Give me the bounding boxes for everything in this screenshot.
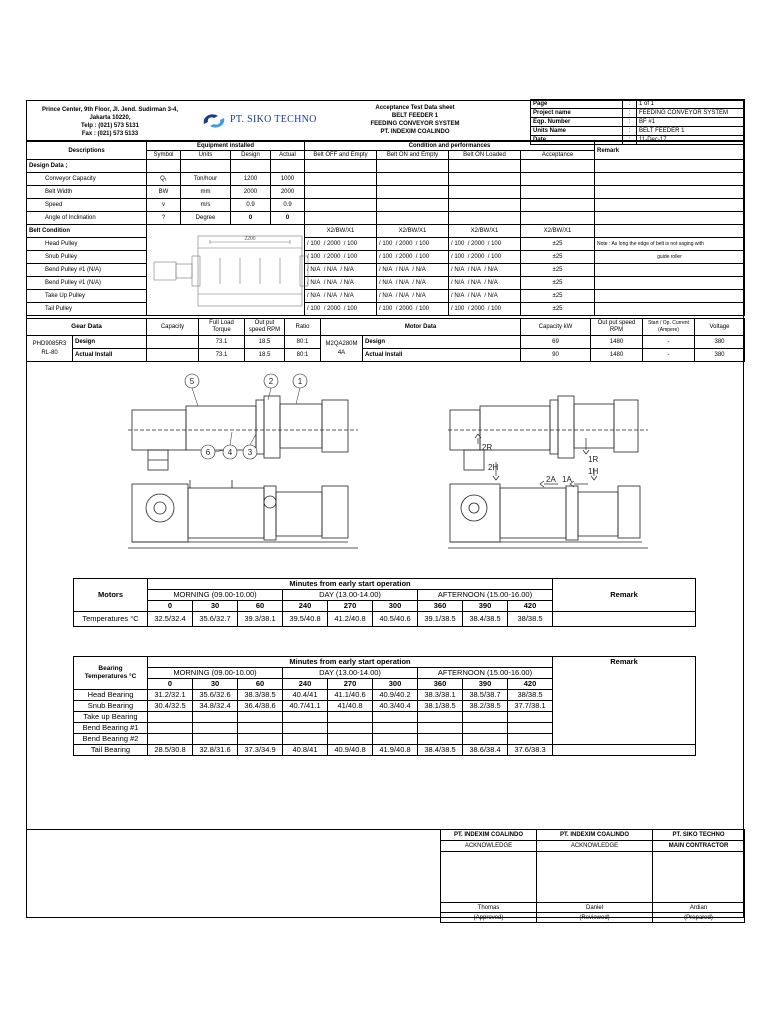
motor-current: -: [643, 349, 695, 362]
motor-voltage: 380: [695, 336, 745, 349]
pulley-values: / N/A / N/A / N/A: [377, 264, 449, 277]
bearing-value: 38/38.5: [508, 690, 553, 701]
pulley-values: / 100 / 2000 / 100: [449, 303, 521, 316]
info-value: BF #1: [637, 118, 745, 127]
bearing-value: [148, 723, 193, 734]
pulley-values: / 100 / 2000 / 100: [377, 238, 449, 251]
pulley-name: Head Pulley: [27, 238, 147, 251]
signature-company-row: [441, 830, 745, 841]
design-units: Ton/hour: [181, 173, 231, 186]
minute-header: 360: [418, 601, 463, 612]
pulley-row: [27, 290, 745, 303]
bearing-value: [373, 734, 418, 745]
bearing-value: [193, 712, 238, 723]
design-data-label-row: [27, 160, 745, 173]
signature-status: (Approved): [441, 913, 537, 923]
pulley-values: / 100 / 2000 / 100: [305, 303, 377, 316]
pulley-values: / 100 / 2000 / 100: [377, 251, 449, 264]
signature-box: [653, 852, 745, 903]
minute-header: 270: [328, 601, 373, 612]
bearing-name: Snub Bearing: [74, 701, 148, 712]
pulley-name: Take Up Pulley: [27, 290, 147, 303]
minute-header: 420: [508, 601, 553, 612]
signature-role: ACKNOWLEDGE: [537, 841, 653, 852]
bearing-value: [283, 734, 328, 745]
info-label: Project name: [531, 109, 623, 118]
pulley-acceptance: ±25: [521, 290, 595, 303]
bearing-title-row: [74, 657, 696, 668]
bearing-value: [238, 712, 283, 723]
day-period: DAY (13.00-14.00): [283, 668, 418, 679]
pulley-acceptance: ±25: [521, 238, 595, 251]
design-row: [27, 212, 745, 225]
design-units: Degree: [181, 212, 231, 225]
design-value: 2000: [231, 186, 271, 199]
design-desc: Conveyor Capacity: [27, 173, 147, 186]
temp-value: 38.4/38.5: [463, 612, 508, 627]
gear-row-name: Design: [73, 336, 147, 349]
minute-header: 300: [373, 679, 418, 690]
bearing-name: Bend Bearing #2: [74, 734, 148, 745]
actual-value: 1000: [271, 173, 305, 186]
bearing-row: [74, 745, 696, 756]
minutes-title: Minutes from early start operation: [148, 579, 553, 590]
design-symbol: v: [147, 199, 181, 212]
measurement-point: 2H: [488, 463, 499, 472]
minute-header: 0: [148, 601, 193, 612]
remark-header: Remark: [553, 657, 696, 745]
signature-table: [440, 829, 745, 923]
signature-space-row: [441, 852, 745, 903]
gear-row-name: Actual Install: [73, 349, 147, 362]
day-period: DAY (13.00-14.00): [283, 590, 418, 601]
info-value: 11-Dec-17: [637, 136, 745, 145]
minute-header: 30: [193, 601, 238, 612]
belt-cond-header: X2/BW/X1: [521, 225, 595, 238]
title-line: BELT FEEDER 1: [391, 113, 439, 119]
info-value: FEEDING CONVEYOR SYSTEM: [637, 109, 745, 118]
minute-header: 0: [148, 679, 193, 690]
bearing-temperature-table: [73, 656, 696, 756]
bearing-value: 41.1/40.6: [328, 690, 373, 701]
temp-value: 38/38.5: [508, 612, 553, 627]
gear-ratio: 80:1: [285, 349, 321, 362]
bearing-value: [328, 734, 373, 745]
bearing-value: 37.7/38.1: [508, 701, 553, 712]
pulley-values: / N/A / N/A / N/A: [305, 264, 377, 277]
equipment-header: Equipment installed: [147, 142, 305, 151]
gear-torque: 73.1: [199, 336, 245, 349]
gear-ratio: 80:1: [285, 336, 321, 349]
bearing-value: 30.4/32.5: [148, 701, 193, 712]
bearing-label-line: Bearing: [98, 665, 123, 672]
motor-row-name: Actual Install: [363, 349, 521, 362]
callout-number: 6: [205, 448, 211, 457]
bearing-value: 38.5/38.7: [463, 690, 508, 701]
minute-header: 240: [283, 601, 328, 612]
bearing-value: [373, 723, 418, 734]
info-label: Date: [531, 136, 623, 145]
gear-ratio-header: Ratio: [285, 319, 321, 336]
signature-box: [441, 852, 537, 903]
signature-status-row: [441, 913, 745, 923]
bearing-value: 37.3/34.9: [238, 745, 283, 756]
info-row: [531, 109, 745, 118]
gear-model: PHD9085R3 RL-80: [27, 336, 73, 362]
measurement-point: 2R: [482, 443, 493, 452]
bearing-value: 41.9/40.8: [373, 745, 418, 756]
pulley-name: Bend Pulley #1 (N/A): [27, 277, 147, 290]
gear-data-label: Gear Data: [27, 319, 147, 336]
gear-speed: 18.5: [245, 336, 285, 349]
motors-label: Motors: [74, 579, 148, 612]
motor-voltage: 380: [695, 349, 745, 362]
bearing-value: [328, 723, 373, 734]
bearing-value: [463, 723, 508, 734]
minute-header: 300: [373, 601, 418, 612]
signatory-name: Thomas: [441, 903, 537, 913]
bearing-name: Head Bearing: [74, 690, 148, 701]
minute-header: 360: [418, 679, 463, 690]
info-label: Units Name: [531, 127, 623, 136]
measurement-point: 1H: [588, 467, 599, 476]
spec-table: [26, 141, 745, 316]
actual-value: 2000: [271, 186, 305, 199]
design-units: m/s: [181, 199, 231, 212]
bearing-value: 37.6/38.3: [508, 745, 553, 756]
motor-speed: 1480: [591, 349, 643, 362]
bearing-value: 40.3/40.4: [373, 701, 418, 712]
signature-role-row: [441, 841, 745, 852]
motor-current-header: Start / Op. Current (Ampere): [643, 319, 695, 336]
bearing-value: 38.1/38.5: [418, 701, 463, 712]
temp-value: 32.5/32.4: [148, 612, 193, 627]
bearing-value: 38.6/38.4: [463, 745, 508, 756]
measurement-point: 1A: [562, 475, 572, 484]
units-header: Units: [181, 151, 231, 160]
gear-motor-table: [26, 318, 745, 362]
address-line: Jakarta 10220,: [89, 115, 131, 121]
belt-condition-row: [27, 225, 745, 238]
afternoon-period: AFTERNOON (15.00-16.00): [418, 590, 553, 601]
pulley-values: / 100 / 2000 / 100: [305, 251, 377, 264]
info-row: [531, 100, 745, 109]
design-desc: Belt Width: [27, 186, 147, 199]
pulley-acceptance: ±25: [521, 251, 595, 264]
pulley-values: / N/A / N/A / N/A: [377, 290, 449, 303]
pulley-name: Bend Pulley #1 (N/A): [27, 264, 147, 277]
bearing-name: Bend Bearing #1: [74, 723, 148, 734]
pulley-values: / N/A / N/A / N/A: [449, 290, 521, 303]
gear-speed-header: Out put speed RPM: [245, 319, 285, 336]
drive-assembly-drawing-left: [128, 372, 358, 552]
signature-role: MAIN CONTRACTOR: [653, 841, 745, 852]
info-sep: :: [623, 118, 637, 127]
company-address: [30, 106, 190, 138]
signature-company: PT. INDEXIM COALINDO: [537, 830, 653, 841]
motor-model: M2QA280M 4A: [321, 336, 363, 362]
bearing-value: 28.5/30.8: [148, 745, 193, 756]
info-value: 1 of 1: [637, 100, 745, 109]
minute-header: 30: [193, 679, 238, 690]
info-sep: :: [623, 127, 637, 136]
belt-off-header: Belt OFF and Empty: [305, 151, 377, 160]
design-data-label: Design Data ;: [27, 160, 147, 173]
minute-header: 420: [508, 679, 553, 690]
title-line: Acceptance Test Data sheet: [375, 105, 455, 111]
bearing-value: [508, 723, 553, 734]
pulley-values: / 100 / 2000 / 100: [449, 251, 521, 264]
info-label: Eqp. Number: [531, 118, 623, 127]
pulley-remark: guide roller: [595, 251, 745, 264]
design-value: 0: [231, 212, 271, 225]
motor-capacity: 90: [521, 349, 591, 362]
remark-header: Remark: [595, 142, 745, 160]
design-value: 1200: [231, 173, 271, 186]
actual-value: 0: [271, 212, 305, 225]
bearing-value: 40.4/41: [283, 690, 328, 701]
gear-speed: 18.5: [245, 349, 285, 362]
callout-number: 2: [268, 377, 274, 386]
temp-title-row: [74, 579, 696, 590]
design-symbol: ?: [147, 212, 181, 225]
bearing-value: 40.8/41: [283, 745, 328, 756]
bearing-value: 31.2/32.1: [148, 690, 193, 701]
minute-header: 390: [463, 601, 508, 612]
bearing-value: 35.6/32.6: [193, 690, 238, 701]
pulley-values: / N/A / N/A / N/A: [449, 277, 521, 290]
motor-speed-header: Out put speed RPM: [591, 319, 643, 336]
remark-header: Remark: [553, 579, 696, 612]
pulley-values: / 100 / 2000 / 100: [449, 238, 521, 251]
pulley-row: [27, 303, 745, 316]
motor-data-label: Motor Data: [321, 319, 521, 336]
bearing-value: [463, 712, 508, 723]
temp-value: 39.3/38.1: [238, 612, 283, 627]
pulley-values: / N/A / N/A / N/A: [449, 264, 521, 277]
gear-torque-header: Full Load Torque: [199, 319, 245, 336]
siko-logo-icon: [200, 108, 228, 134]
symbol-header: Symbol: [147, 151, 181, 160]
info-sep: :: [623, 100, 637, 109]
belt-cond-header: X2/BW/X1: [305, 225, 377, 238]
bearing-value: 40.7/41.1: [283, 701, 328, 712]
callout-number: 1: [297, 377, 303, 386]
info-label: Page: [531, 100, 623, 109]
motor-speed: 1480: [591, 336, 643, 349]
callout-number: 3: [247, 448, 253, 457]
bearing-value: 32.8/31.6: [193, 745, 238, 756]
bearing-name: Tail Bearing: [74, 745, 148, 756]
bearing-value: 38.3/38.1: [418, 690, 463, 701]
pulley-row: [27, 238, 745, 251]
bearing-name: Take up Bearing: [74, 712, 148, 723]
actual-header: Actual: [271, 151, 305, 160]
design-symbol: Q₁: [147, 173, 181, 186]
design-row: [27, 199, 745, 212]
minute-header: 270: [328, 679, 373, 690]
design-value: 0.9: [231, 199, 271, 212]
minute-header: 60: [238, 601, 283, 612]
sheet-title: [350, 104, 480, 136]
info-sep: :: [623, 136, 637, 145]
pulley-acceptance: ±25: [521, 264, 595, 277]
bearing-value: 40.9/40.2: [373, 690, 418, 701]
belt-condition-label: Belt Condition: [27, 225, 147, 238]
temp-value: 35.6/32.7: [193, 612, 238, 627]
bearing-value: [508, 734, 553, 745]
info-value: BELT FEEDER 1: [637, 127, 745, 136]
belt-cond-header: X2/BW/X1: [377, 225, 449, 238]
drive-assembly-drawing-right: [448, 372, 648, 552]
signature-role: ACKNOWLEDGE: [441, 841, 537, 852]
title-line: PT. INDEXIM COALINDO: [380, 129, 450, 135]
signature-box: [537, 852, 653, 903]
bearing-value: 38.2/38.5: [463, 701, 508, 712]
pulley-acceptance: ±25: [521, 303, 595, 316]
pulley-values: / N/A / N/A / N/A: [305, 290, 377, 303]
title-line: FEEDING CONVEYOR SYSTEM: [370, 121, 460, 127]
gear-capacity-header: Capacity: [147, 319, 199, 336]
spec-header-row: [27, 142, 745, 151]
info-sep: :: [623, 109, 637, 118]
motor-capacity-header: Capacity kW: [521, 319, 591, 336]
signature-company: PT. SIKO TECHNO: [653, 830, 745, 841]
actual-value: 0.9: [271, 199, 305, 212]
pulley-row: [27, 251, 745, 264]
minute-header: 240: [283, 679, 328, 690]
bearing-value: [193, 734, 238, 745]
temp-row-label: Temperatures °C: [74, 612, 148, 627]
motor-capacity: 69: [521, 336, 591, 349]
bearing-value: [418, 734, 463, 745]
company-logo-text: PT. SIKO TECHNO: [230, 114, 317, 125]
pulley-row: [27, 277, 745, 290]
pulley-values: / N/A / N/A / N/A: [377, 277, 449, 290]
bearing-value: [148, 734, 193, 745]
address-line: Prince Center, 9th Floor, Jl. Jend. Sudirman 3-4,: [41, 107, 179, 113]
minute-header: 60: [238, 679, 283, 690]
belt-on-loaded-header: Belt ON Loaded: [449, 151, 521, 160]
bearing-value: 41/40.8: [328, 701, 373, 712]
minute-header: 390: [463, 679, 508, 690]
address-line: Telp : (021) 573 5131: [81, 123, 139, 129]
design-symbol: BW: [147, 186, 181, 199]
bearing-value: [418, 723, 463, 734]
minutes-title: Minutes from early start operation: [148, 657, 553, 668]
design-header: Design: [231, 151, 271, 160]
bearing-value: [193, 723, 238, 734]
morning-period: MORNING (09.00-10.00): [148, 668, 283, 679]
bearing-value: 36.4/38.6: [238, 701, 283, 712]
info-row: [531, 127, 745, 136]
motor-current: -: [643, 336, 695, 349]
acceptance-header: Acceptance: [521, 151, 595, 160]
bearing-value: [508, 712, 553, 723]
design-row: [27, 186, 745, 199]
temp-value: 40.5/40.6: [373, 612, 418, 627]
motor-voltage-header: Voltage: [695, 319, 745, 336]
pulley-name: Tail Pulley: [27, 303, 147, 316]
descriptions-header: Descriptions: [27, 142, 147, 160]
bearing-value: [148, 712, 193, 723]
pulley-remark: Note : As long the edge of belt is not saging with: [595, 238, 745, 251]
bearing-value: [328, 712, 373, 723]
conveyor-side-drawing: [150, 228, 312, 312]
drawing-dimension: 2200: [244, 236, 256, 242]
bearing-value: 38.3/38.5: [238, 690, 283, 701]
bearing-value: [418, 712, 463, 723]
measurement-point: 1R: [588, 455, 599, 464]
afternoon-period: AFTERNOON (15.00-16.00): [418, 668, 553, 679]
bearing-value: 40.9/40.8: [328, 745, 373, 756]
pulley-row: [27, 264, 745, 277]
bearing-label-line: Temperatures °C: [84, 673, 137, 680]
gear-torque: 73.1: [199, 349, 245, 362]
pulley-acceptance: ±25: [521, 277, 595, 290]
bearing-value: [463, 734, 508, 745]
temp-value: 41.2/40.8: [328, 612, 373, 627]
design-row: [27, 173, 745, 186]
pulley-values: / N/A / N/A / N/A: [305, 277, 377, 290]
motor-temperature-table: [73, 578, 696, 627]
signature-company: PT. INDEXIM COALINDO: [441, 830, 537, 841]
signatory-name: Daniel: [537, 903, 653, 913]
info-row: [531, 118, 745, 127]
address-line: Fax : (021) 573 5133: [81, 131, 139, 137]
temp-value: 39.1/38.5: [418, 612, 463, 627]
morning-period: MORNING (09.00-10.00): [148, 590, 283, 601]
signature-name-row: [441, 903, 745, 913]
callout-number: 4: [227, 448, 233, 457]
gear-motor-row: [27, 336, 745, 349]
bearing-value: [283, 723, 328, 734]
motor-row-name: Design: [363, 336, 521, 349]
signature-status: (Reviewed): [537, 913, 653, 923]
temp-values-row: [74, 612, 696, 627]
signatory-name: Ardian: [653, 903, 745, 913]
pulley-values: / 100 / 2000 / 100: [377, 303, 449, 316]
condition-header: Condition and performances: [305, 142, 595, 151]
temp-value: 39.5/40.8: [283, 612, 328, 627]
info-table: [530, 99, 745, 145]
signature-status: (Prepared): [653, 913, 745, 923]
measurement-point: 2A: [546, 475, 556, 484]
bearing-value: 34.8/32.4: [193, 701, 238, 712]
bearing-value: 38.4/38.5: [418, 745, 463, 756]
bearing-value: [238, 723, 283, 734]
belt-cond-header: X2/BW/X1: [449, 225, 521, 238]
pulley-values: / 100 / 2000 / 100: [305, 238, 377, 251]
callout-number: 5: [189, 377, 195, 386]
pulley-name: Snub Pulley: [27, 251, 147, 264]
gear-motor-row: [27, 349, 745, 362]
bearing-value: [238, 734, 283, 745]
gear-motor-header: [27, 319, 745, 336]
design-desc: Speed: [27, 199, 147, 212]
design-units: mm: [181, 186, 231, 199]
design-desc: Angle of Inclination: [27, 212, 147, 225]
belt-on-empty-header: Belt ON and Empty: [377, 151, 449, 160]
bearing-label: [74, 657, 148, 690]
bearing-value: [283, 712, 328, 723]
bearing-value: [373, 712, 418, 723]
